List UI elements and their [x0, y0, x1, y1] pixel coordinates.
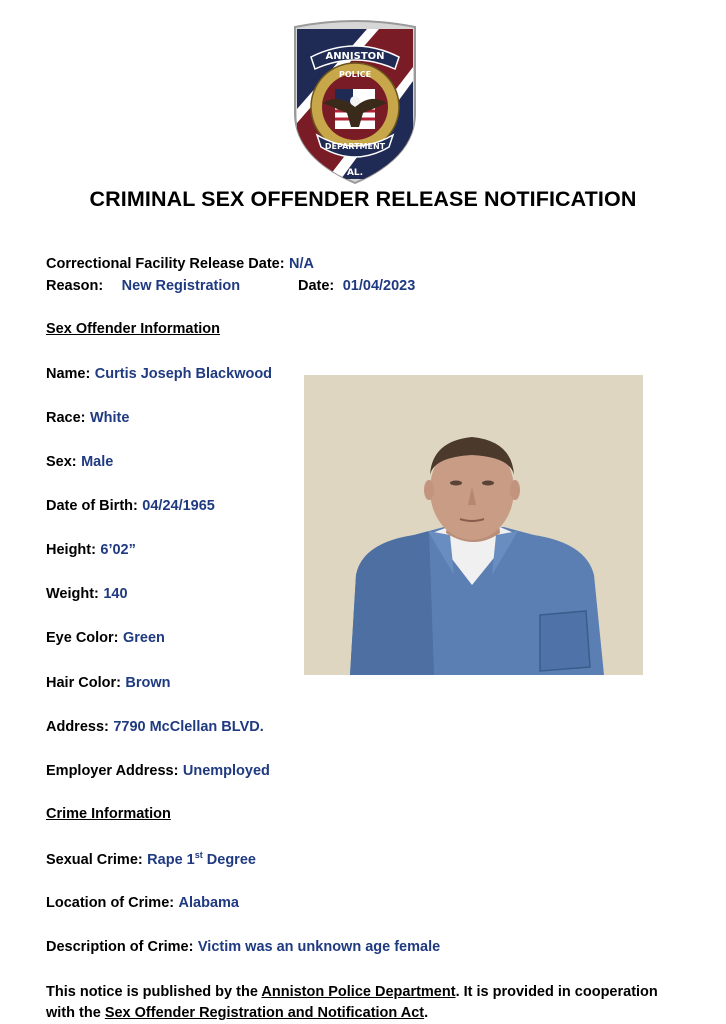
field-label: Employer Address:: [46, 763, 179, 779]
field-label: Weight:: [46, 586, 99, 602]
field-label: Eye Color:: [46, 630, 119, 646]
footer-text: This notice is published by the: [46, 984, 262, 1000]
field-value: 140: [103, 586, 128, 602]
police-badge-logo: [287, 17, 423, 185]
sorna-link[interactable]: Sex Offender Registration and Notification Act: [104, 1005, 425, 1021]
field-value: 6’02”: [100, 542, 136, 558]
field-weight: [46, 585, 128, 603]
field-value: 7790 McClellan BLVD.: [113, 719, 264, 735]
release-date-row: [46, 255, 314, 273]
badge-top-text: ANNISTON: [325, 51, 385, 62]
field-value: 04/24/1965: [142, 498, 215, 514]
field-label: Date of Birth:: [46, 498, 138, 514]
field-hair-color: [46, 674, 170, 692]
reason-label: Reason:: [46, 278, 104, 294]
notice-date-value: 01/04/2023: [342, 278, 416, 294]
notice-date-row: [298, 277, 415, 295]
field-value: Victim was an unknown age female: [197, 939, 441, 955]
page-title: CRIMINAL SEX OFFENDER RELEASE NOTIFICATION: [89, 187, 637, 211]
footer-notice: [46, 982, 686, 1024]
reason-value: New Registration: [121, 278, 241, 294]
field-value: Green: [122, 630, 165, 646]
badge-bottom-text: DEPARTMENT: [324, 142, 386, 151]
field-value: [147, 852, 256, 868]
field-race: [46, 409, 129, 427]
field-dob: [46, 497, 215, 515]
anniston-pd-link[interactable]: Anniston Police Department: [261, 984, 456, 1000]
field-location-of-crime: [46, 894, 239, 912]
field-value: Alabama: [178, 895, 239, 911]
field-label: Sex:: [46, 454, 77, 470]
field-label: Location of Crime:: [46, 895, 175, 911]
field-value: Brown: [125, 675, 171, 691]
crime-section-heading: Crime Information: [46, 806, 171, 822]
field-address: [46, 718, 264, 736]
footer-text: . It is provided in cooperation with the: [46, 984, 658, 1021]
offender-section-heading: Sex Offender Information: [46, 321, 221, 337]
field-sex: [46, 453, 113, 471]
field-label: Race:: [46, 410, 86, 426]
field-name: [46, 365, 272, 383]
badge-sub-text: POLICE: [338, 70, 372, 79]
field-eye-color: [46, 629, 165, 647]
release-date-label: Correctional Facility Release Date:: [46, 256, 285, 272]
field-label: Name:: [46, 366, 91, 382]
crime-value-tail: Degree: [202, 851, 256, 868]
field-value: Unemployed: [182, 763, 270, 779]
field-value: Male: [81, 454, 114, 470]
field-label: Address:: [46, 719, 109, 735]
reason-row: [46, 277, 240, 295]
field-description-of-crime: [46, 938, 440, 956]
footer-text: .: [424, 1005, 429, 1021]
badge-state-text: AL.: [346, 168, 364, 178]
release-date-value: N/A: [289, 256, 314, 272]
notice-date-label: Date:: [298, 278, 335, 294]
field-value: White: [89, 410, 130, 426]
field-height: [46, 541, 136, 559]
field-label: Hair Color:: [46, 675, 121, 691]
crime-value-sup: st: [194, 850, 203, 860]
field-label: Height:: [46, 542, 96, 558]
field-employer-address: [46, 762, 270, 780]
crime-value-main: Rape 1: [147, 851, 195, 868]
offender-photo: [304, 375, 643, 675]
field-label: Sexual Crime:: [46, 851, 143, 868]
field-label: Description of Crime:: [46, 939, 194, 955]
field-value: Curtis Joseph Blackwood: [94, 366, 273, 382]
field-sexual-crime: [46, 850, 256, 869]
